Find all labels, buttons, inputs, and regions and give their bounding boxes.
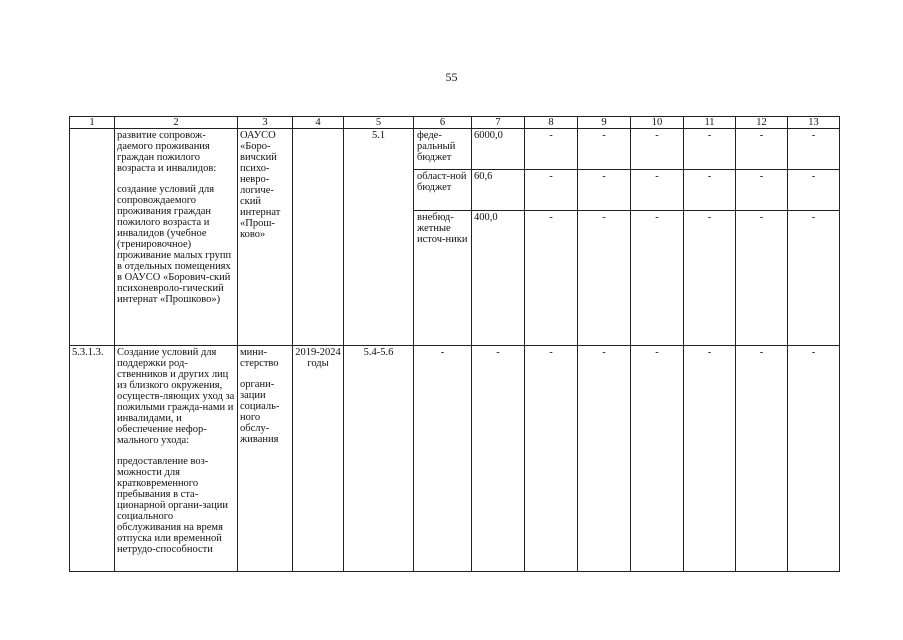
table-row [70,346,840,572]
col-number: 4 [293,117,344,129]
year-value: - [788,346,840,572]
year-value: - [631,211,684,346]
year-value: - [578,346,631,572]
year-value: - [736,129,788,170]
row-number-cell: 5.3.1.3. [70,346,115,572]
year-value: - [684,346,736,572]
measure-name-part2: предоставление воз-можности для кратковременного пребывания в ста-ционарной органи-зации социального обслуживания на время отпуска или временной нетрудо-способности [117,456,228,555]
measure-name-cell [115,129,238,346]
col-number: 10 [631,117,684,129]
target-cell: 5.4-5.6 [344,346,414,572]
table-row [70,129,840,170]
measure-name-part1: Создание условий для поддержки род-ственников и других лиц из близкого окружения, осуществ-ляющих уход за пожилыми гражда-нами и инвалидами, и обеспечение нефор-мального ухода: [117,347,235,446]
executor-line: мини-стерство [240,347,279,369]
year-value: - [525,346,578,572]
year-value: - [578,170,631,211]
header-row [70,117,840,129]
col-number: 13 [788,117,840,129]
page-number: 55 [445,70,458,84]
measure-name-part1: развитие сопровож-даемого проживания граждан пожилого возраста и инвалидов: [117,130,217,174]
program-table [69,116,840,572]
year-value: - [788,129,840,170]
col-number: 7 [472,117,525,129]
year-value: - [684,211,736,346]
executor-line: органи-зации социаль-ного обслу-живания [240,379,280,445]
year-value: - [631,170,684,211]
executor-cell [238,346,293,572]
year-value: - [788,170,840,211]
year-value: - [631,129,684,170]
year-value: - [525,129,578,170]
col-number: 3 [238,117,293,129]
executor-cell: ОАУСО «Боро-вичский психо-невро-логиче-ский интернат «Прош-ково» [238,129,293,346]
year-value: - [736,170,788,211]
col-number: 6 [414,117,472,129]
year-value: - [525,211,578,346]
funding-amount: 60,6 [472,170,525,211]
year-value: - [736,211,788,346]
col-number: 11 [684,117,736,129]
year-value: - [578,211,631,346]
year-value: - [631,346,684,572]
col-number: 8 [525,117,578,129]
year-value: - [788,211,840,346]
funding-amount: 6000,0 [472,129,525,170]
col-number: 2 [115,117,238,129]
year-value: - [684,170,736,211]
funding-source-label: внебюд-жетные источ-ники [414,211,472,346]
col-number: 5 [344,117,414,129]
col-number: 12 [736,117,788,129]
funding-source-label: - [414,346,472,572]
year-value: - [578,129,631,170]
measure-name-cell [115,346,238,572]
year-value: - [736,346,788,572]
funding-source-label: феде-ральный бюджет [414,129,472,170]
year-value: - [684,129,736,170]
row-number-cell [70,129,115,346]
col-number: 1 [70,117,115,129]
target-cell: 5.1 [344,129,414,346]
funding-source-label: област-ной бюджет [414,170,472,211]
year-value: - [525,170,578,211]
period-cell: 2019-2024 годы [293,346,344,572]
funding-amount: 400,0 [472,211,525,346]
measure-name-part2: создание условий для сопровождаемого проживания граждан пожилого возраста и инвалидов (учебное (тренировочное) проживание малых групп в отдельных помещениях в ОАУСО «Борович-ский психоневроло-гический интернат «Прошково») [117,184,232,305]
period-cell [293,129,344,346]
funding-amount: - [472,346,525,572]
col-number: 9 [578,117,631,129]
